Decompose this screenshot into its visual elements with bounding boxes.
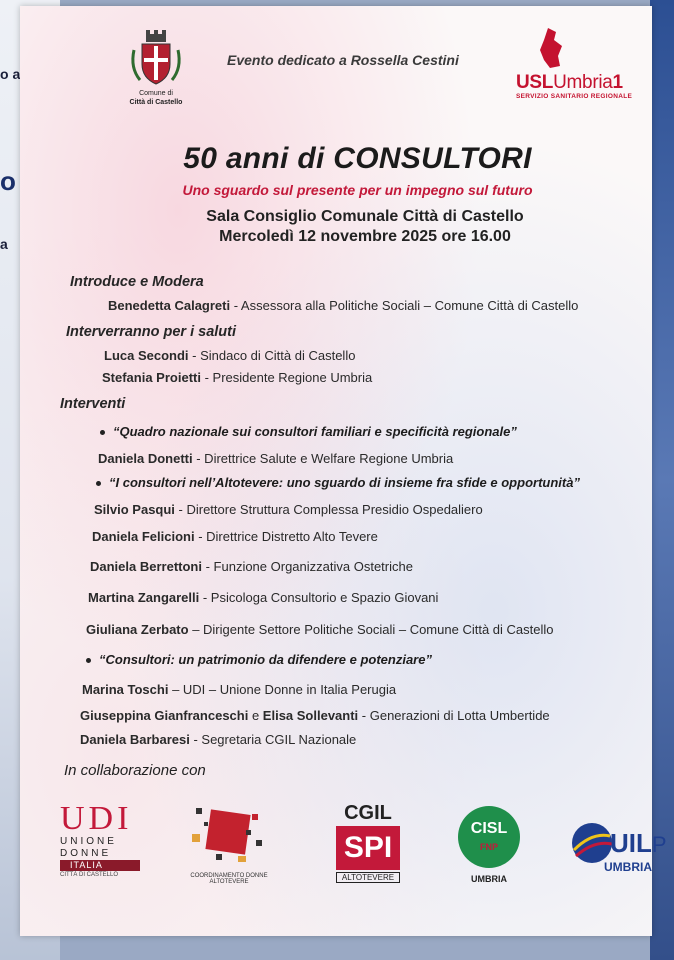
usl-logo-number: 1	[612, 72, 623, 93]
bullet-icon	[96, 481, 101, 486]
cgil-spi-logo	[336, 802, 400, 894]
collaboration-label: In collaborazione con	[64, 762, 206, 779]
topic-text: “Consultori: un patrimonio da difendere e potenziare”	[99, 652, 432, 667]
fnp-logo-text: FNP	[480, 842, 498, 852]
cisl-fnp-logo	[450, 806, 528, 892]
umbria-map-icon	[536, 26, 566, 70]
speaker-name: Elisa Sollevanti	[262, 708, 359, 723]
cgil-logo-text: CGIL	[344, 802, 392, 824]
udi-logo	[60, 802, 140, 884]
speaker-name: Stefania Proietti	[102, 370, 201, 385]
dedication: Evento dedicato a Rossella Cestini	[227, 52, 459, 68]
speaker-role: - Psicologa Consultorio e Spazio Giovani	[199, 590, 439, 605]
speaker-row	[104, 348, 355, 363]
background-text-fragment: o	[0, 166, 16, 196]
speaker-name: Daniela Felicioni	[92, 529, 195, 544]
topic-line	[96, 475, 580, 490]
usl-subtitle: SERVIZIO SANITARIO REGIONALE	[516, 93, 633, 100]
event-subtitle: Uno sguardo sul presente per un impegno sul futuro	[182, 182, 533, 198]
comune-crest-icon	[126, 28, 186, 88]
topic-line	[100, 424, 517, 439]
speaker-role: - Assessora alla Politiche Sociali – Comune Città di Castello	[230, 298, 579, 313]
comune-label-line: Comune di	[139, 90, 173, 97]
speaker-row	[88, 590, 438, 605]
speaker-role: - Direttrice Distretto Alto Tevere	[194, 529, 378, 544]
topic-text: “I consultori nell’Altotevere: uno sguardo di insieme fra sfide e opportunità”	[109, 475, 580, 490]
speaker-role: - Sindaco di Città di Castello	[188, 348, 356, 363]
speaker-row	[94, 502, 483, 517]
speaker-name: Martina Zangarelli	[88, 590, 200, 605]
bullet-icon	[100, 430, 105, 435]
speaker-name: Luca Secondi	[104, 348, 189, 363]
coordinamento-logo-line: ALTOTEVERE	[209, 879, 249, 885]
udi-logo-line: DONNE	[60, 848, 112, 859]
speaker-role: - Direttrice Salute e Welfare Regione Umbria	[192, 451, 454, 466]
speaker-role: - Presidente Regione Umbria	[200, 370, 373, 385]
speaker-row	[102, 370, 372, 385]
udi-logo-line: UNIONE	[60, 836, 117, 847]
background-text-fragment: o a	[0, 66, 21, 82]
speaker-role: - Segretaria CGIL Nazionale	[189, 732, 357, 747]
speaker-name: Silvio Pasqui	[94, 502, 175, 517]
coordinamento-logo-line: COORDINAMENTO DONNE	[190, 873, 268, 879]
udi-logo-line: CITTÀ DI CASTELLO	[60, 872, 119, 878]
spi-logo-text: SPI	[336, 826, 400, 870]
usl-logo-bold: USL	[516, 72, 554, 93]
speaker-row	[80, 732, 356, 747]
cgil-logo-subtitle: ALTOTEVERE	[336, 872, 400, 883]
uil-logo	[570, 814, 670, 892]
speaker-row	[92, 529, 378, 544]
speaker-role: - Funzione Organizzativa Ostetriche	[201, 559, 413, 574]
coordinamento-mark-icon	[186, 804, 272, 868]
speaker-name: Marina Toschi	[82, 682, 169, 697]
speaker-role: - Generazioni di Lotta Umbertide	[358, 708, 550, 723]
speaker-name: Giuseppina Gianfranceschi	[80, 708, 249, 723]
udi-logo-line: ITALIA	[60, 860, 140, 871]
speaker-role: – Dirigente Settore Politiche Sociali – Comune Città di Castello	[188, 622, 554, 637]
date-line: Mercoledì 12 novembre 2025 ore 16.00	[219, 228, 511, 245]
topic-line	[86, 652, 432, 667]
event-flyer	[20, 6, 667, 936]
speaker-row	[86, 622, 553, 637]
speaker-row	[90, 559, 413, 574]
section-heading-talks: Interventi	[60, 396, 126, 412]
venue-line: Sala Consiglio Comunale Città di Castello	[206, 208, 524, 225]
cisl-circle-icon	[458, 806, 520, 868]
speaker-name: Benedetta Calagreti	[108, 298, 231, 313]
uil-logo-subtitle: UMBRIA	[604, 860, 652, 874]
speaker-row	[80, 708, 550, 723]
speaker-row	[98, 451, 453, 466]
cisl-logo-subtitle: UMBRIA	[471, 874, 507, 884]
speaker-name: Daniela Barbaresi	[80, 732, 190, 747]
udi-logo-title: UDI	[60, 800, 133, 837]
section-heading-greetings: Interverranno per i saluti	[66, 324, 237, 340]
comune-label	[116, 89, 196, 107]
comune-label-line: Città di Castello	[129, 99, 183, 106]
section-heading-intro: Introduce e Modera	[70, 274, 204, 290]
speaker-role: – UDI – Unione Donne in Italia Perugia	[168, 682, 397, 697]
speaker-name: Daniela Berrettoni	[90, 559, 202, 574]
usl-logo-rest: Umbria	[553, 72, 613, 93]
speaker-row	[108, 298, 578, 313]
uil-logo-text	[610, 828, 667, 859]
speaker-role: - Direttore Struttura Complessa Presidio Ospedaliero	[174, 502, 483, 517]
coordinamento-logo	[186, 804, 272, 888]
uil-logo-p: P	[651, 832, 667, 857]
bullet-icon	[86, 658, 91, 663]
speaker-conjunction: e	[248, 708, 263, 723]
speaker-name: Giuliana Zerbato	[86, 622, 189, 637]
speaker-name: Daniela Donetti	[98, 451, 193, 466]
usl-logo-text	[516, 72, 623, 94]
cisl-logo-text: CISL	[470, 820, 508, 837]
uil-logo-main: UIL	[610, 828, 652, 858]
event-title: 50 anni di CONSULTORI	[183, 142, 532, 175]
topic-text: “Quadro nazionale sui consultori familiari e specificità regionale”	[113, 424, 517, 439]
speaker-row	[82, 682, 396, 697]
background-text-fragment: a	[0, 236, 8, 252]
